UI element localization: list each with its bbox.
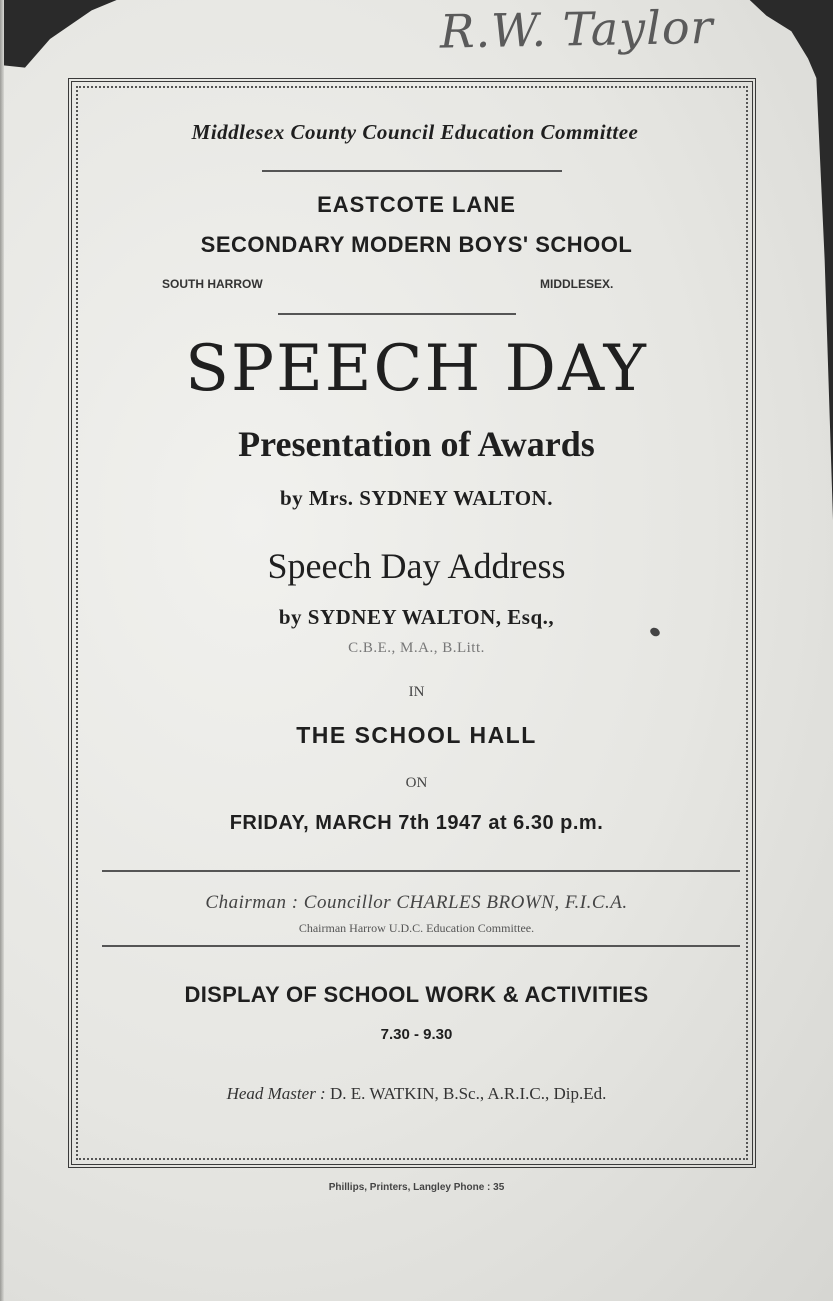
event-date: FRIDAY, MARCH 7th 1947 at 6.30 p.m. (229, 812, 604, 834)
divider (102, 870, 740, 872)
page-title: SPEECH DAY (185, 332, 648, 406)
display-times: 7.30 - 9.30 (380, 1026, 453, 1043)
presentation-heading: Presentation of Awards (238, 424, 595, 464)
handwritten-signature: R.W. Taylor (439, 0, 714, 59)
chairman-subline: Chairman Harrow U.D.C. Education Committee. (298, 921, 535, 935)
head-master-name: D. E. WATKIN, B.Sc., A.R.I.C., Dip.Ed. (329, 1084, 607, 1103)
on-text: ON (405, 775, 428, 791)
school-line-2: SECONDARY MODERN BOYS' SCHOOL (200, 232, 633, 257)
speaker-qualifications: C.B.E., M.A., B.Litt. (348, 640, 485, 656)
presenter-line: by Mrs. SYDNEY WALTON. (280, 486, 553, 510)
committee-heading: Middlesex County Council Education Committee (191, 120, 639, 144)
divider (262, 170, 562, 172)
location-left: SOUTH HARROW (162, 277, 263, 291)
address-heading: Speech Day Address (267, 546, 566, 586)
divider (278, 313, 516, 315)
speaker-line: by SYDNEY WALTON, Esq., (278, 605, 555, 629)
chairman-line: Chairman : Councillor CHARLES BROWN, F.I.C.A. (205, 892, 628, 913)
divider (102, 945, 740, 947)
location-right: MIDDLESEX. (540, 277, 614, 291)
school-line-1: EASTCOTE LANE (317, 192, 516, 217)
head-master-label: Head Master : (226, 1084, 326, 1103)
head-master-line (0, 1084, 833, 1104)
in-text: IN (408, 684, 425, 700)
printer-imprint: Phillips, Printers, Langley Phone : 35 (328, 1182, 505, 1193)
display-heading: DISPLAY OF SCHOOL WORK & ACTIVITIES (184, 982, 649, 1007)
venue: THE SCHOOL HALL (296, 722, 537, 748)
